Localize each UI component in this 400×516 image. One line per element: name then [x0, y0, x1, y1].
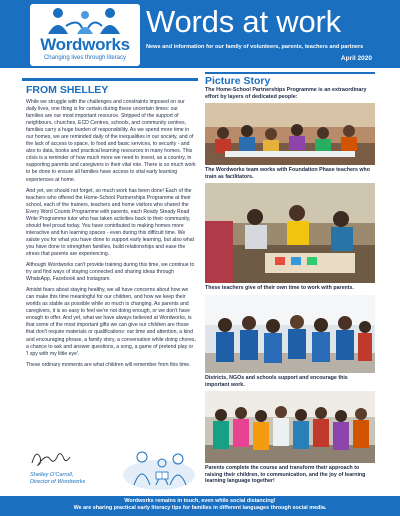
newsletter-subtitle: News and information for our family of volunteers, parents, teachers and partners	[146, 44, 364, 50]
newsletter-title: Words at work	[146, 4, 341, 39]
letter-paragraph: While we struggle with the challenges and constraints imposed on our daily lives, one thing is for certain during these uncertain times: our families are our most important resource. Stripped of the support of neighbours, churches, ECD Centres, schools, and community centres, families carry a huge burden of responsibility. As we spend more time in our homes, we are reminded daily of the inequalities in our society, and of the lack of access to space, to food and basic services, to security - and also to data, books and practical learning resources in many homes. This crisis is a reminder of how much more we need to invest, as a country, in supporting parents and caregivers in their vital role. There is so much work to be done to ensure all families have access to vital early learning experiences at home.	[26, 99, 196, 183]
picture-story-heading: Picture Story	[205, 72, 375, 87]
letter-paragraph: Amidst fears about staying healthy, we all have concerns about how we can make this time meaningful for our children, and how we keep their worlds as stable as possible while so much is changing. As parents and caregivers, it is so easy to feel we're not doing enough, or we don't have enough to offer. And yet, what we have always believed at Wordworks, is that some of the most important gifts we can give our children are those that don't require materials or qualifications: our time and attention, a kind and encouraging phrase, a family story, a conversation while doing chores, a chance to ask and answer questions, a song, a game of pretend play or 'I spy with my little eye'.	[26, 287, 196, 357]
photo-teachers-with-parents	[205, 183, 375, 283]
family-illustration	[120, 445, 198, 491]
letter-body	[26, 99, 196, 373]
letter-paragraph: These ordinary moments are what children will remember from this time.	[26, 361, 191, 368]
wordworks-logo[interactable]	[30, 4, 140, 66]
signature-name: Shelley O'Carroll,	[30, 472, 74, 478]
caption-4: Parents complete the course and transform their approach to raising their children, to communication, and the joy of learning learning language together!	[205, 465, 366, 485]
caption-1: The Wordworks team works with Foundation Phase teachers who train as facilitators.	[205, 167, 371, 180]
letter-paragraph: And yet, we should not forget, so much work has been done! Each of the teachers who offered the Home-School Partnerships Programme at their school, each of the trainers, teachers and home visitors who shared the Every Word Counts Programme with parents, each Ready Steady Read Write Programme tutor who has taken activities back to their community, should feel proud today. You have contributed to making homes more interactive and fun learning spaces - even during this difficult time. We salute you for what you have done to support early learning, but also what you have done to strengthen families, build relationships and ease the stress that parents are experiencing.	[26, 187, 195, 257]
director-letter	[22, 78, 198, 492]
picture-story-intro: The Home-School Partnerships Programme is an extraordinary effort by layers of dedicated people:	[205, 87, 367, 100]
signature-block	[26, 447, 196, 493]
letter-heading: FROM SHELLEY	[26, 84, 109, 96]
photo-parents-graduates	[205, 391, 375, 463]
caption-3: Districts, NGOs and schools support and encourage this important work.	[205, 375, 348, 388]
footer-line-1: Wordworks remains in touch, even while social distancing!	[124, 498, 276, 504]
logo-tagline: Changing lives through literacy	[43, 55, 127, 61]
letter-paragraph: Although Wordworks can't provide training during this time, we continue to try and find ways of staying connected and sharing ideas through WhatsApp, Facebook and Instagram.	[26, 262, 195, 283]
masthead	[0, 0, 400, 68]
issue-date: April 2020	[340, 55, 372, 62]
footer-line-2: We are sharing practical early literacy tips for families in different languages through social media.	[73, 505, 327, 511]
signature-title: Director of Wordworks	[30, 479, 86, 485]
caption-2: These teachers give of their own time to work with parents.	[205, 285, 354, 291]
footer-banner	[0, 496, 400, 516]
photo-districts-ngos-schools	[205, 295, 375, 373]
people-icon	[38, 6, 132, 36]
photo-team-training	[205, 103, 375, 165]
handwritten-signature	[28, 447, 72, 469]
logo-wordmark: Wordworks	[40, 35, 130, 54]
